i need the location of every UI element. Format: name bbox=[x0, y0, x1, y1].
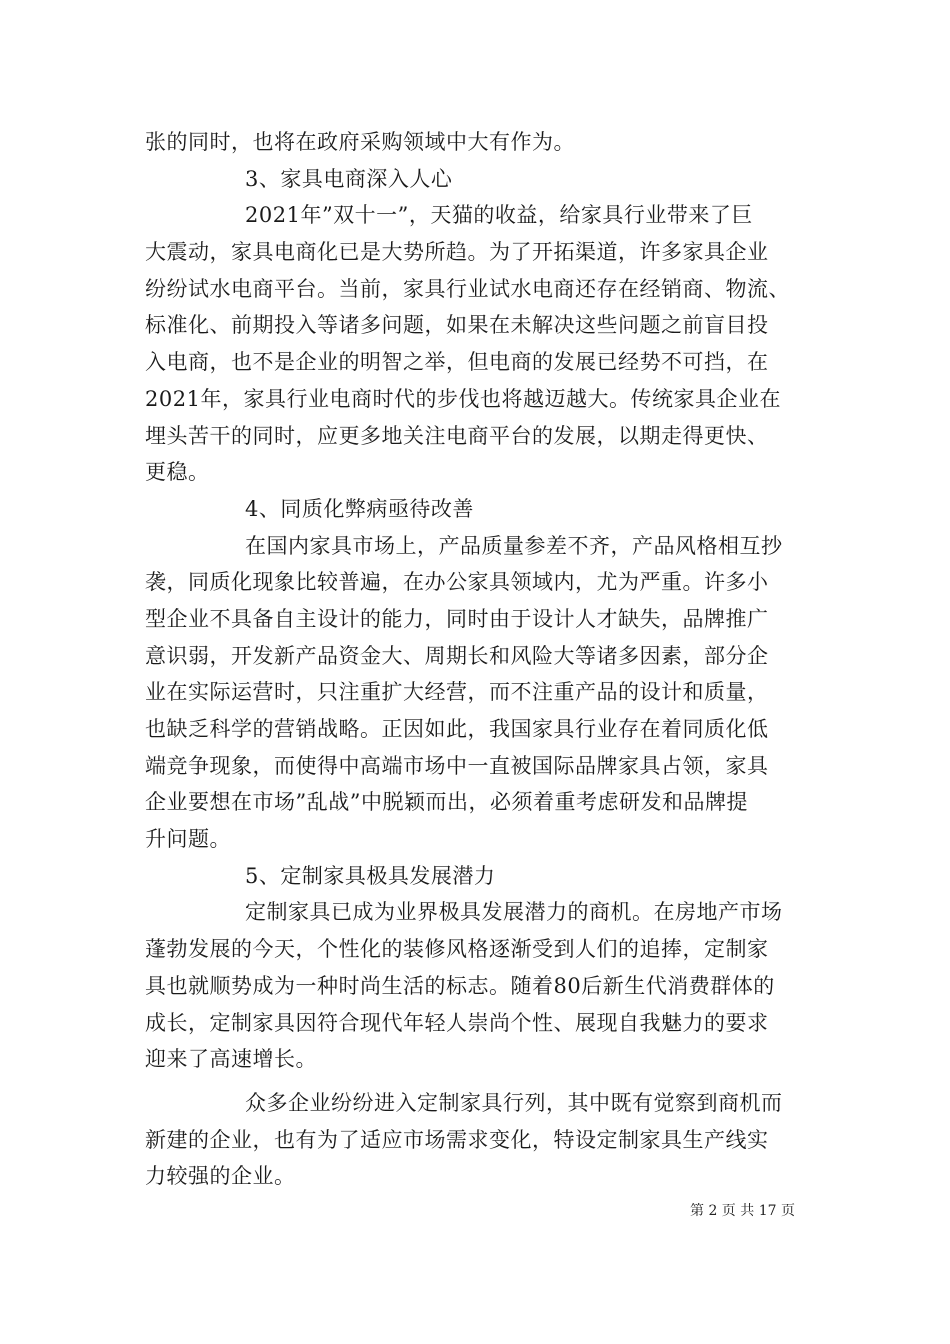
paragraph-first-line: 在国内家具市场上，产品质量参差不齐，产品风格相互抄 bbox=[245, 533, 783, 558]
paragraph-line: 型企业不具备自主设计的能力，同时由于设计人才缺失，品牌推广 bbox=[145, 606, 769, 631]
paragraph-line: 力较强的企业。 bbox=[145, 1164, 296, 1189]
paragraph-line: 蓬勃发展的今天，个性化的装修风格逐渐受到人们的追捧，定制家 bbox=[145, 937, 769, 962]
paragraph-line: 意识弱，开发新产品资金大、周期长和风险大等诸多因素，部分企 bbox=[145, 643, 769, 668]
paragraph-line: 纷纷试水电商平台。当前，家具行业试水电商还存在经销商、物流、 bbox=[145, 276, 790, 301]
paragraph-line: 成长，定制家具因符合现代年轻人崇尚个性、展现自我魅力的要求 bbox=[145, 1010, 769, 1035]
paragraph-line: 2021年，家具行业电商时代的步伐也将越迈越大。传统家具企业在 bbox=[145, 386, 781, 411]
document-body bbox=[145, 124, 813, 1195]
paragraph-line: 大震动，家具电商化已是大势所趋。为了开拓渠道，许多家具企业 bbox=[145, 240, 769, 265]
page-number-footer: 第 2 页 共 17 页 bbox=[690, 1203, 795, 1219]
paragraph-line: 企业要想在市场”乱战”中脱颖而出，必须着重考虑研发和品牌提 bbox=[145, 790, 748, 815]
paragraph-gap bbox=[145, 1078, 813, 1085]
paragraph-line: 袭，同质化现象比较普遍，在办公家具领域内，尤为严重。许多小 bbox=[145, 570, 769, 595]
section-heading: 5、定制家具极具发展潜力 bbox=[245, 863, 496, 888]
paragraph-first-line: 众多企业纷纷进入定制家具行列，其中既有觉察到商机而 bbox=[245, 1090, 783, 1115]
paragraph-line: 也缺乏科学的营销战略。正因如此，我国家具行业存在着同质化低 bbox=[145, 717, 769, 741]
paragraph-first-line: 定制家具已成为业界极具发展潜力的商机。在房地产市场 bbox=[245, 900, 783, 925]
paragraph-line: 业在实际运营时，只注重扩大经营，而不注重产品的设计和质量， bbox=[145, 680, 769, 705]
paragraph-line: 张的同时，也将在政府采购领域中大有作为。 bbox=[145, 130, 575, 154]
paragraph-line: 迎来了高速增长。 bbox=[145, 1047, 317, 1072]
paragraph-line: 更稳。 bbox=[145, 460, 210, 485]
paragraph-first-line: 2021年”双十一”，天猫的收益，给家具行业带来了巨 bbox=[245, 203, 753, 228]
paragraph-line: 入电商，也不是企业的明智之举，但电商的发展已经势不可挡，在 bbox=[145, 350, 769, 375]
section-heading: 4、同质化弊病亟待改善 bbox=[245, 496, 474, 521]
paragraph-line: 埋头苦干的同时，应更多地关注电商平台的发展，以期走得更快、 bbox=[145, 423, 769, 448]
paragraph-line: 端竞争现象，而使得中高端市场中一直被国际品牌家具占领，家具 bbox=[145, 753, 769, 778]
paragraph-line: 新建的企业，也有为了适应市场需求变化，特设定制家具生产线实 bbox=[145, 1127, 769, 1152]
paragraph-line: 具也就顺势成为一种时尚生活的标志。随着80后新生代消费群体的 bbox=[145, 973, 775, 998]
paragraph-line: 标准化、前期投入等诸多问题，如果在未解决这些问题之前盲目投 bbox=[145, 313, 769, 338]
paragraph-line: 升问题。 bbox=[145, 827, 231, 852]
section-heading: 3、家具电商深入人心 bbox=[245, 166, 453, 191]
